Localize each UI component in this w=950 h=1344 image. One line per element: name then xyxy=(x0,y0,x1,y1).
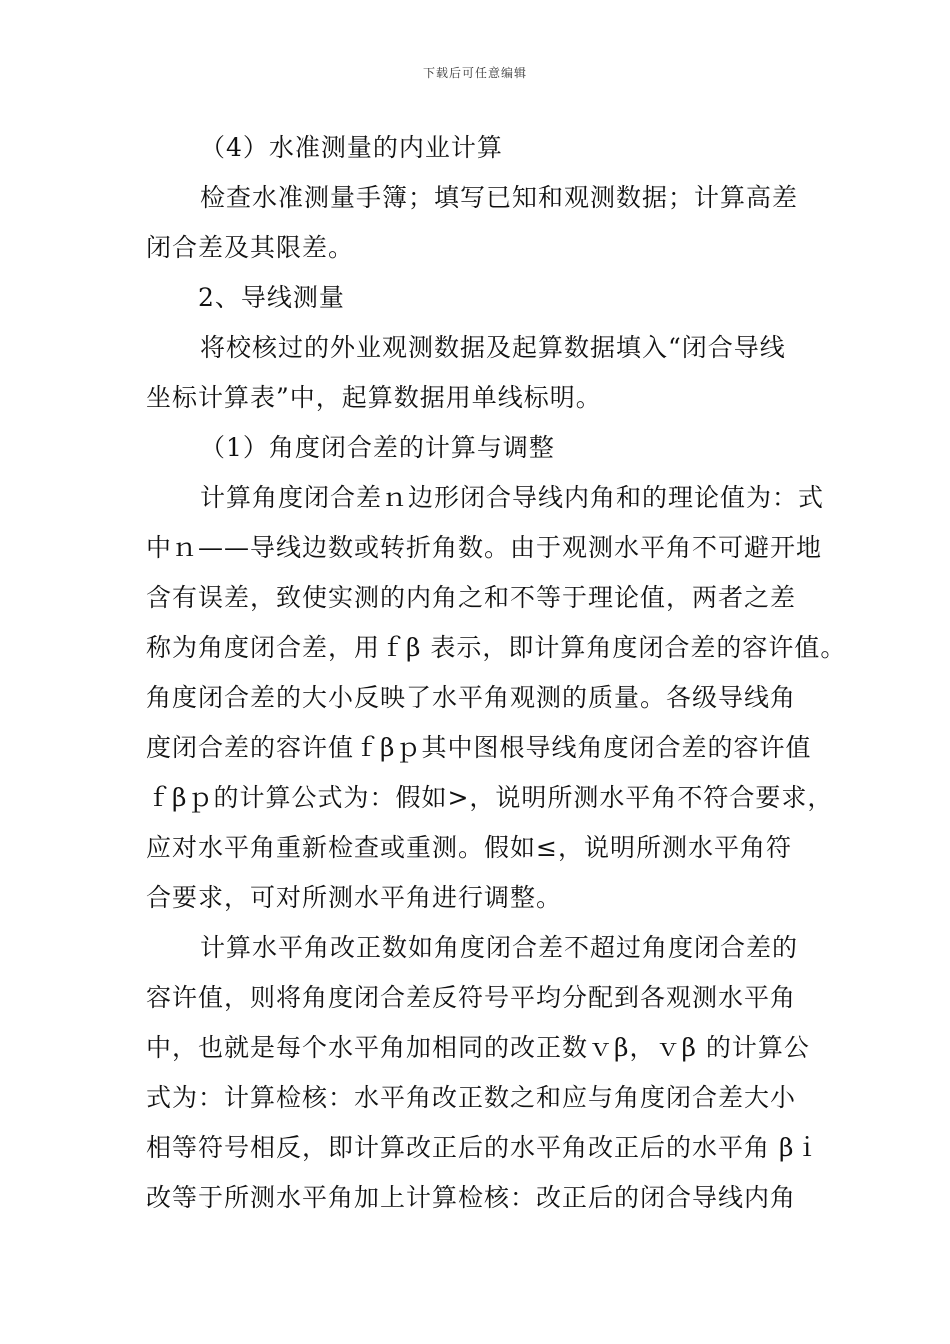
paragraph-line: 中，也就是每个水平角加相同的改正数ｖβ，ｖβ 的计算公 xyxy=(146,1033,810,1062)
paragraph-line: 度闭合差的容许值ｆβｐ其中图根导线角度闭合差的容许值 xyxy=(146,733,812,762)
paragraph-line: 含有误差，致使实测的内角之和不等于理论值，两者之差 xyxy=(146,583,797,612)
paragraph-line: 将校核过的外业观测数据及起算数据填入“闭合导线 xyxy=(200,333,786,362)
paragraph-line: 容许值，则将角度闭合差反符号平均分配到各观测水平角 xyxy=(146,983,797,1012)
heading-leveling-office-calc: （4）水准测量的内业计算 xyxy=(200,133,503,162)
heading-traverse-survey: 2、导线测量 xyxy=(198,283,345,312)
paragraph-line: 检查水准测量手簿；填写已知和观测数据；计算高差 xyxy=(200,183,799,212)
paragraph-line: 合要求，可对所测水平角进行调整。 xyxy=(146,883,563,912)
paragraph-line: 相等符号相反，即计算改正后的水平角改正后的水平角 βｉ xyxy=(146,1133,821,1162)
heading-angle-closure: （1）角度闭合差的计算与调整 xyxy=(200,433,555,462)
paragraph-line: 计算角度闭合差ｎ边形闭合导线内角和的理论值为：式 xyxy=(200,483,825,512)
paragraph-line: 式为：计算检核：水平角改正数之和应与角度闭合差大小 xyxy=(146,1083,797,1112)
paragraph-line: ｆβｐ的计算公式为：假如>，说明所测水平角不符合要求， xyxy=(146,783,834,812)
paragraph-line: 计算水平角改正数如角度闭合差不超过角度闭合差的 xyxy=(200,933,799,962)
paragraph-line: 坐标计算表”中，起算数据用单线标明。 xyxy=(146,383,602,412)
paragraph-line: 应对水平角重新检查或重测。假如≤，说明所测水平角符 xyxy=(146,833,792,862)
paragraph-line: 称为角度闭合差，用ｆβ 表示，即计算角度闭合差的容许值。 xyxy=(146,633,847,662)
paragraph-line: 中ｎ——导线边数或转折角数。由于观测水平角不可避开地 xyxy=(146,533,823,562)
paragraph-line: 闭合差及其限差。 xyxy=(146,233,355,262)
paragraph-line: 角度闭合差的大小反映了水平角观测的质量。各级导线角 xyxy=(146,683,797,712)
paragraph-line: 改等于所测水平角加上计算检核：改正后的闭合导线内角 xyxy=(146,1183,797,1212)
page-header: 下载后可任意编辑 xyxy=(422,66,527,80)
